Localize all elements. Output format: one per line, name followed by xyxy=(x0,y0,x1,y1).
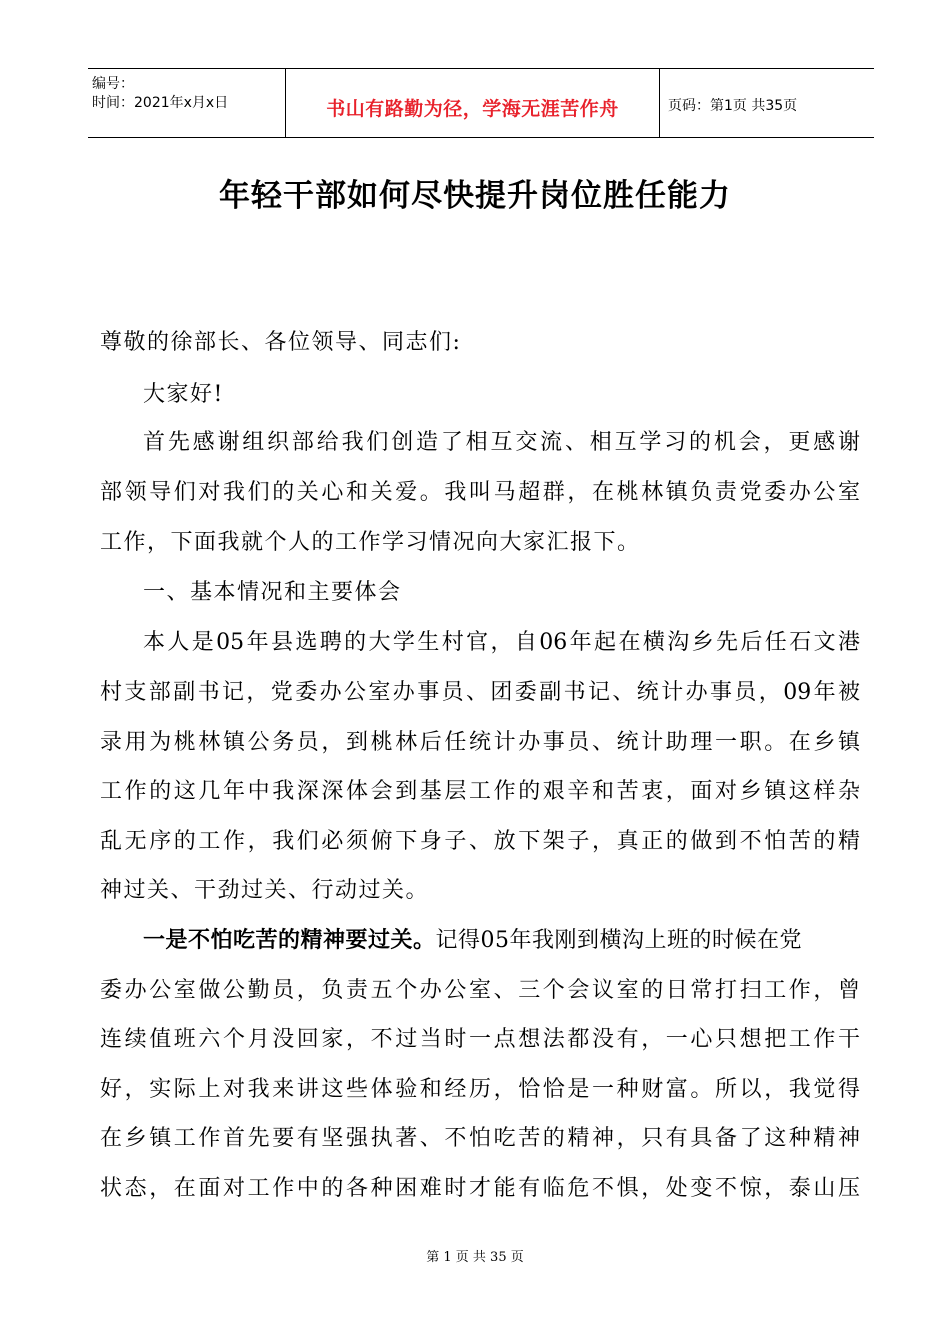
paragraph-line: 工作的这几年中我深深体会到基层工作的艰辛和苦衷，面对乡镇这样杂 xyxy=(100,779,860,804)
document-number-label: 编号： xyxy=(92,76,134,92)
paragraph-line: 状态，在面对工作中的各种困难时才能有临危不惧，处变不惊，泰山压 xyxy=(100,1176,860,1201)
paragraph-line: 委办公室做公勤员，负责五个办公室、三个会议室的日常打扫工作，曾 xyxy=(100,978,860,1003)
paragraph-line: 好，实际上对我来讲这些体验和经历，恰恰是一种财富。所以，我觉得 xyxy=(100,1077,860,1102)
paragraph-line: 工作，下面我就个人的工作学习情况向大家汇报下。 xyxy=(100,530,641,555)
header-meta-cell xyxy=(88,69,285,137)
paragraph-line: 部领导们对我们的关心和关爱。我叫马超群，在桃林镇负责党委办公室 xyxy=(100,480,860,505)
paragraph-line: 神过关、干劲过关、行动过关。 xyxy=(100,878,430,903)
section-heading: 一、基本情况和主要体会 xyxy=(143,580,402,605)
document-time-label: 时间：2021年x月x日 xyxy=(92,95,229,111)
paragraph-line: 本人是05年县选聘的大学生村官，自06年起在横沟乡先后任石文港 xyxy=(143,630,860,655)
paragraph-line xyxy=(143,926,860,956)
header-page-cell xyxy=(659,69,874,137)
paragraph-line: 录用为桃林镇公务员，到桃林后任统计办事员、统计助理一职。在乡镇 xyxy=(100,730,860,755)
paragraph-line: 乱无序的工作，我们必须俯下身子、放下架子，真正的做到不怕苦的精 xyxy=(100,829,860,854)
paragraph-line: 连续值班六个月没回家，不过当时一点想法都没有，一心只想把工作干 xyxy=(100,1027,860,1052)
salutation: 尊敬的徐部长、各位领导、同志们: xyxy=(100,330,462,355)
paragraph-line: 在乡镇工作首先要有坚强执著、不怕吃苦的精神，只有具备了这种精神 xyxy=(100,1126,860,1151)
header-page-info: 页码：第1页 共35页 xyxy=(668,98,798,114)
paragraph-line: 村支部副书记，党委办公室办事员、团委副书记、统计办事员，09年被 xyxy=(100,680,860,705)
page-header xyxy=(88,68,874,138)
page-footer: 第 1 页 共 35 页 xyxy=(426,1250,524,1265)
paragraph-text: 记得05年我刚到横沟上班的时候在党 xyxy=(435,928,803,953)
paragraph-line: 首先感谢组织部给我们创造了相互交流、相互学习的机会，更感谢 xyxy=(143,430,860,455)
greeting: 大家好! xyxy=(143,382,224,407)
header-motto-cell xyxy=(285,69,660,137)
bold-lead-phrase: 一是不怕吃苦的精神要过关。 xyxy=(143,928,436,953)
header-motto: 书山有路勤为径，学海无涯苦作舟 xyxy=(326,98,619,120)
document-title: 年轻干部如何尽快提升岗位胜任能力 xyxy=(219,178,731,214)
